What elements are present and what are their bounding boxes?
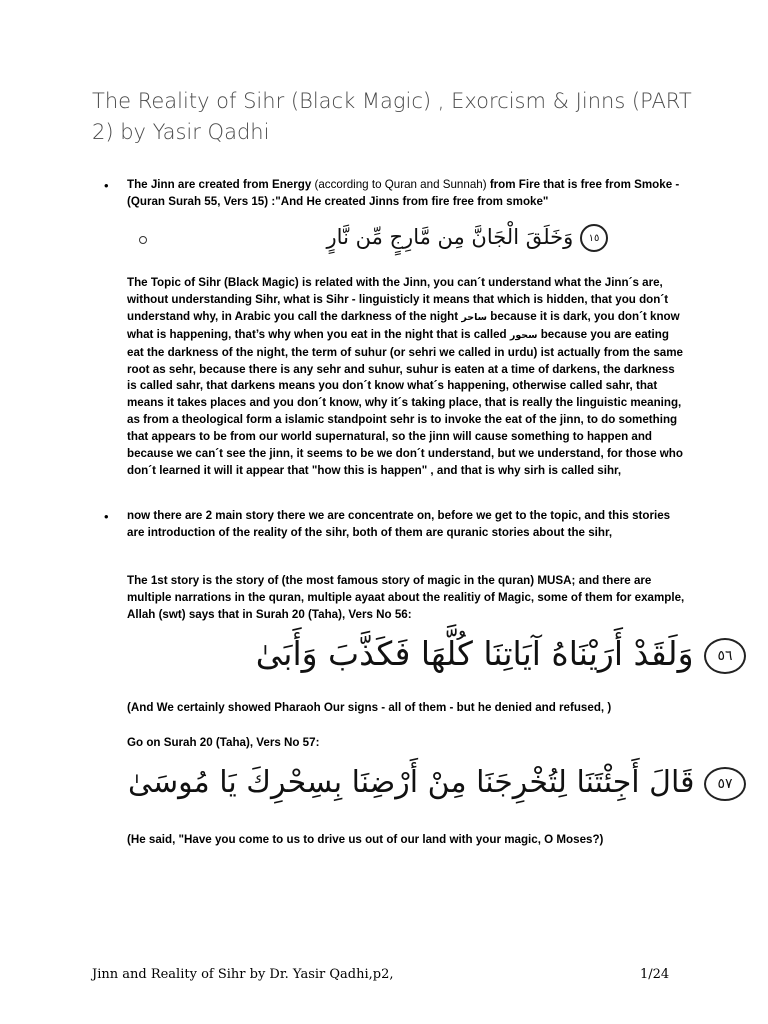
arabic-verse-text: قَالَ أَجِئْتَنَا لِتُخْرِجَنَا مِنْ أَرْضِنَا بِسِحْرِكَ يَا مُوسَىٰ bbox=[128, 765, 695, 800]
verse-number-badge: ٥٦ bbox=[704, 638, 746, 674]
text-span: because you are eating eat the darkness of the night, the term of suhur (or sehri we called in urdu) ist actually from the same root as sehr, because there is any sehr and suhur, suhur is eaten at a time of darkens, the darkness is called sahr, that darkens means you don´t know what´s happening, otherwise called sahr, that means it takes places and you don´t know, why it´s taking place, that is really the linguistic meaning, as from a theological form a islamic standpoint sehr is to invoke the eat of the jinn, to do something that appears to be from our world supernatural, so the jinn will cause something to happen and because we can´t see the jinn, it seems to be we don´t understand, but we understand, for those who don´t learned it will it appear that "how this is happen" , and that is why sirh is called sihr, bbox=[127, 327, 683, 477]
text-span: Go on bbox=[127, 736, 164, 749]
bullet-marker: • bbox=[104, 509, 109, 524]
text-span: (according to Quran and Sunnah) bbox=[314, 178, 490, 191]
arabic-word: ساحر bbox=[461, 311, 488, 323]
musa-story-paragraph bbox=[127, 573, 687, 624]
page-title: The Reality of Sihr (Black Magic) , Exorcism & Jinns (PART 2) by Yasir Qadhi bbox=[92, 89, 692, 144]
bold-text: The Jinn are created from Energy bbox=[127, 178, 315, 191]
circle-mark-icon bbox=[139, 236, 147, 244]
bullet-marker: • bbox=[104, 178, 109, 193]
arabic-verse-55-15 bbox=[326, 224, 608, 252]
text-span: because it is dark, you don´t know what is happening, that’s why when you eat in the night that is called bbox=[127, 309, 680, 341]
arabic-verse-20-57 bbox=[128, 765, 746, 801]
verse-number-badge: ٥٧ bbox=[704, 767, 746, 801]
go-on-paragraph bbox=[127, 735, 687, 752]
page-number: 1/24 bbox=[640, 967, 670, 982]
text-span: The Topic of Sihr (Black Magic) is related with the Jinn, you can´t understand what the Jinn´s are, without understanding Sihr, what is Sihr - linguisticly it means that which is hidden, that you don´t understand why, in Arabic you call the darkness of the night bbox=[127, 276, 669, 323]
surah-reference: Surah 20 (Taha) bbox=[163, 736, 250, 749]
sihr-topic-paragraph bbox=[127, 275, 687, 480]
arabic-verse-text: وَلَقَدْ أَرَيْنَاهُ آيَاتِنَا كُلَّهَا فَكَذَّبَ وَأَبَىٰ bbox=[255, 634, 694, 673]
footer-title: Jinn and Reality of Sihr by Dr. Yasir Qadhi,p2, bbox=[92, 967, 394, 982]
jinn-creation-paragraph bbox=[127, 177, 687, 211]
translation-57: (He said, "Have you come to us to drive us out of our land with your magic, O Moses?) bbox=[127, 833, 604, 846]
text-span: The 1st story is the story of (the most famous story of magic in the quran) MUSA; and there are multiple narrations in the quran, multiple ayaat about the realitiy of Magic, some of them for example, Allah (swt) says that in bbox=[127, 574, 685, 621]
bold-text: from Fire that is free from Smoke - bbox=[489, 178, 680, 191]
arabic-verse-20-56 bbox=[255, 634, 746, 674]
translation-56: (And We certainly showed Pharaoh Our signs - all of them - but he denied and refused, ) bbox=[127, 701, 612, 714]
arabic-verse-text: وَخَلَقَ الْجَانَّ مِن مَّارِجٍ مِّن نَّارٍ bbox=[326, 225, 574, 249]
arabic-word: سحور bbox=[509, 329, 538, 341]
main-stories-paragraph: now there are 2 main story there we are concentrate on, before we get to the topic, and this stories are introduction of the reality of the sihr, both of them are quranic stories about the sihr, bbox=[127, 509, 671, 539]
quran-reference: (Quran Surah 55, Vers 15) :"And He created Jinns from fire free from smoke" bbox=[127, 194, 549, 208]
text-span: , Vers No 57: bbox=[249, 736, 320, 749]
surah-reference: Surah 20 (Taha), Vers No 56: bbox=[255, 607, 412, 621]
verse-number-badge: ١٥ bbox=[580, 224, 608, 252]
